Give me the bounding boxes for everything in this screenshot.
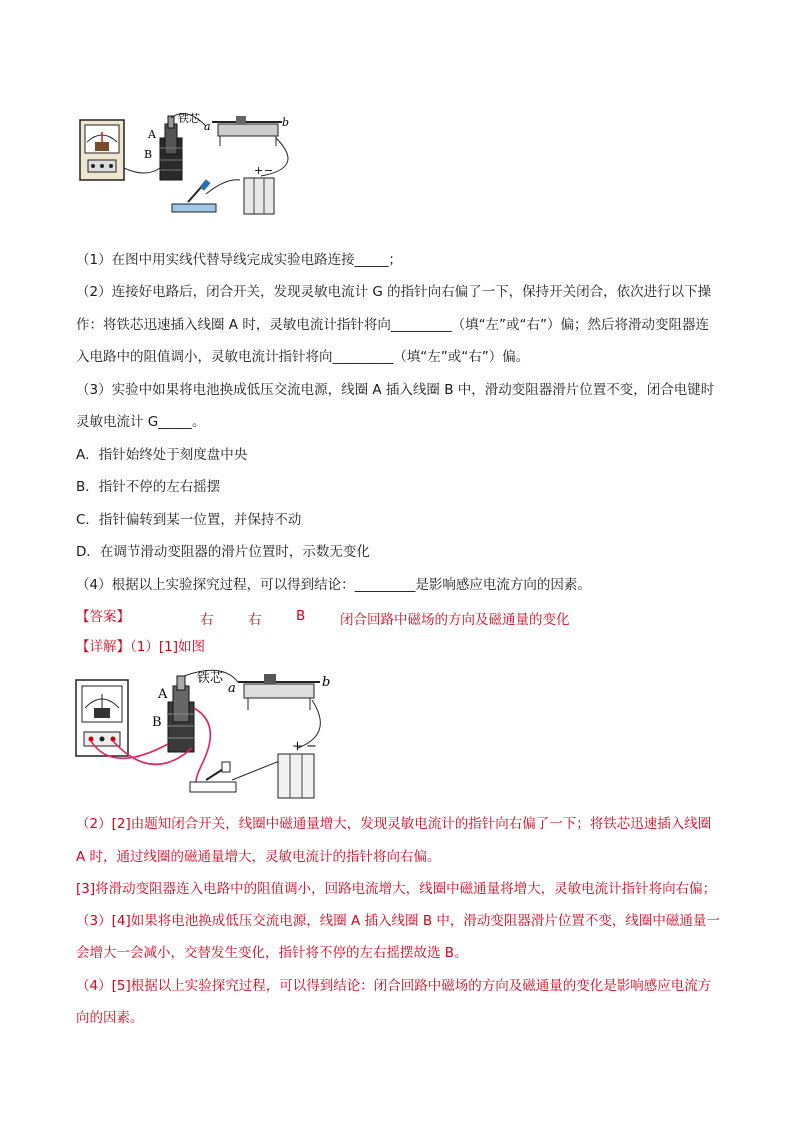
coil-assembly bbox=[160, 116, 182, 180]
question-2-line-1: （2）连接好电路后，闭合开关，发现灵敏电流计 G 的指针向右偏了一下，保持开关闭合，依次进行以下操 bbox=[76, 284, 712, 300]
detail-5-line-1: （4）[5]根据以上实验探究过程，可以得到结论：闭合回路中磁场的方向及磁通量的变化是影响感应电流方 bbox=[76, 978, 712, 994]
label-plus: + bbox=[254, 164, 264, 177]
rheostat bbox=[212, 116, 282, 146]
label-b: b bbox=[322, 675, 331, 690]
detail-2-line-1: （2）[2]由题知闭合开关，线圈中磁通量增大，发现灵敏电流计的指针向右偏了一下；将铁芯迅速插入线圈 bbox=[76, 816, 712, 832]
label-coil-A: A bbox=[158, 687, 168, 702]
label-minus: − bbox=[306, 739, 317, 754]
circuit-figure-answer bbox=[72, 664, 342, 804]
answer-3: B bbox=[296, 608, 306, 624]
label-a: a bbox=[228, 681, 236, 696]
answer-4: 闭合回路中磁场的方向及磁通量的变化 bbox=[340, 612, 570, 628]
label-coil-A: A bbox=[148, 128, 156, 141]
label-iron-core: 铁芯 bbox=[197, 671, 224, 686]
label-coil-B: B bbox=[152, 715, 162, 730]
answer-label: 【答案】 bbox=[76, 609, 130, 625]
option-c: C．指针偏转到某一位置，并保持不动 bbox=[76, 512, 302, 528]
detail-2-line-2: A 时，通过线圈的磁通量增大，灵敏电流计的指针将向右偏。 bbox=[76, 849, 441, 865]
detail-4-line-1: （3）[4]如果将电池换成低压交流电源，线圈 A 插入线圈 B 中，滑动变阻器滑片位置不变，线圈中磁通量一 bbox=[76, 913, 720, 929]
detail-3: [3]将滑动变阻器连入电路中的阻值调小，回路电流增大，线圈中磁通量将增大，灵敏电流计指针将向右偏； bbox=[76, 881, 717, 897]
galvanometer bbox=[80, 120, 124, 180]
answer-2: 右 bbox=[248, 612, 262, 628]
coil-assembly bbox=[168, 676, 194, 752]
question-1: （1）在图中用实线代替导线完成实验电路连接_____； bbox=[76, 252, 402, 268]
label-iron-core: 铁芯 bbox=[178, 112, 200, 125]
switch bbox=[172, 179, 216, 212]
battery bbox=[278, 754, 314, 798]
label-plus: + bbox=[292, 739, 303, 754]
label-minus: − bbox=[264, 164, 274, 177]
detail-5-line-2: 向的因素。 bbox=[76, 1010, 144, 1026]
option-a: A．指针始终处于刻度盘中央 bbox=[76, 447, 248, 463]
option-d: D．在调节滑动变阻器的滑片位置时，示数无变化 bbox=[76, 544, 370, 560]
question-4: （4）根据以上实验探究过程，可以得到结论：_________是影响感应电流方向的因素。 bbox=[76, 577, 591, 593]
label-coil-B: B bbox=[144, 148, 153, 161]
detail-4-line-2: 会增大一会减小，交替发生变化，指针将不停的左右摇摆故选 B。 bbox=[76, 945, 468, 961]
label-b: b bbox=[282, 116, 290, 129]
question-2-line-3: 入电路中的阻值调小，灵敏电流计指针将向_________（填“左”或“右”）偏。 bbox=[76, 349, 530, 365]
option-b: B．指针不停的左右摇摆 bbox=[76, 479, 221, 495]
circuit-figure-question bbox=[76, 108, 306, 220]
rheostat bbox=[238, 674, 320, 710]
question-2-line-2: 作：将铁芯迅速插入线圈 A 时，灵敏电流计指针将向_________（填“左”或“右”）偏；然后将滑动变阻器连 bbox=[76, 317, 710, 333]
battery bbox=[244, 178, 274, 214]
galvanometer bbox=[76, 680, 128, 756]
question-3-line-1: （3）实验中如果将电池换成低压交流电源，线圈 A 插入线圈 B 中，滑动变阻器滑片位置不变，闭合电键时 bbox=[76, 382, 715, 398]
question-3-line-2: 灵敏电流计 G_____。 bbox=[76, 414, 206, 430]
answer-1: 右 bbox=[200, 612, 214, 628]
label-a: a bbox=[204, 120, 211, 133]
detail-heading: 【详解】（1）[1]如图 bbox=[76, 639, 205, 655]
